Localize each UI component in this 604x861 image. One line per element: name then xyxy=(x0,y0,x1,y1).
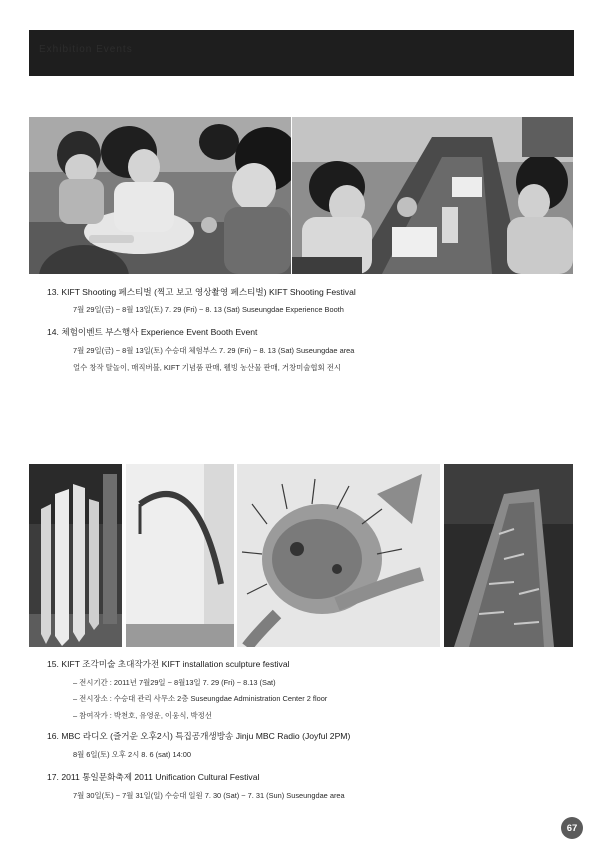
item-16-title: 16. MBC 라디오 (즐거운 오후2시) 특집공개생방송 Jinju MBC Radio (Joyful 2PM) xyxy=(47,731,351,741)
photo-tree-trunk-sculpture xyxy=(444,464,573,647)
photo-curved-arc-installation xyxy=(126,464,234,647)
item-14-title: 14. 체험이벤트 부스행사 Experience Event Booth Event xyxy=(47,327,258,337)
section-header-label: Exhibition Events xyxy=(39,44,133,55)
photo-wood-poles-installation xyxy=(29,464,122,647)
item-15-line-3: – 참여작가 : 박천호, 유영운, 이웅식, 박정선 xyxy=(73,711,212,720)
page-number-badge: 67 xyxy=(561,817,583,839)
item-16-line-1: 8월 6일(토) 오후 2시 8. 6 (sat) 14:00 xyxy=(73,750,192,759)
item-14-line-2: 얼수 창작 탈놀이, 매직버블, KIFT 기념품 판매, 웰빙 농산물 판매, 거창미술협회 전시 xyxy=(73,363,342,372)
photo-children-painting-right xyxy=(292,117,573,274)
item-15-line-2: – 전시장소 : 수승대 관리 사무소 2층 Suseungdae Administration Center 2 floor xyxy=(73,694,328,703)
item-17-title: 17. 2011 통일문화축제 2011 Unification Cultural Festival xyxy=(47,772,260,782)
section-header-bar xyxy=(29,30,574,76)
photo-fish-sculpture xyxy=(237,464,440,647)
item-13-line-1: 7월 29일(금) ~ 8월 13일(토) 7. 29 (Fri) ~ 8. 13 (Sat) Suseungdae Experience Booth xyxy=(73,305,344,314)
item-14-line-1: 7월 29일(금) ~ 8월 13일(토) 수승대 체험부스 7. 29 (Fri) ~ 8. 13 (Sat) Suseungdae area xyxy=(73,346,355,355)
photo-children-crafts-left xyxy=(29,117,291,274)
item-13-title: 13. KIFT Shooting 페스티벌 (찍고 보고 영상촬영 페스티벌) KIFT Shooting Festival xyxy=(47,287,356,297)
item-17-line-1: 7월 30일(토) ~ 7월 31일(일) 수승대 일원 7. 30 (Sat) ~ 7. 31 (Sun) Suseungdae area xyxy=(73,791,345,800)
item-15-line-1: – 전시기간 : 2011년 7월29일 ~ 8월13일 7. 29 (Fri) ~ 8.13 (Sat) xyxy=(73,678,276,687)
item-15-title: 15. KIFT 조각미술 초대작가전 KIFT installation sculpture festival xyxy=(47,659,290,669)
